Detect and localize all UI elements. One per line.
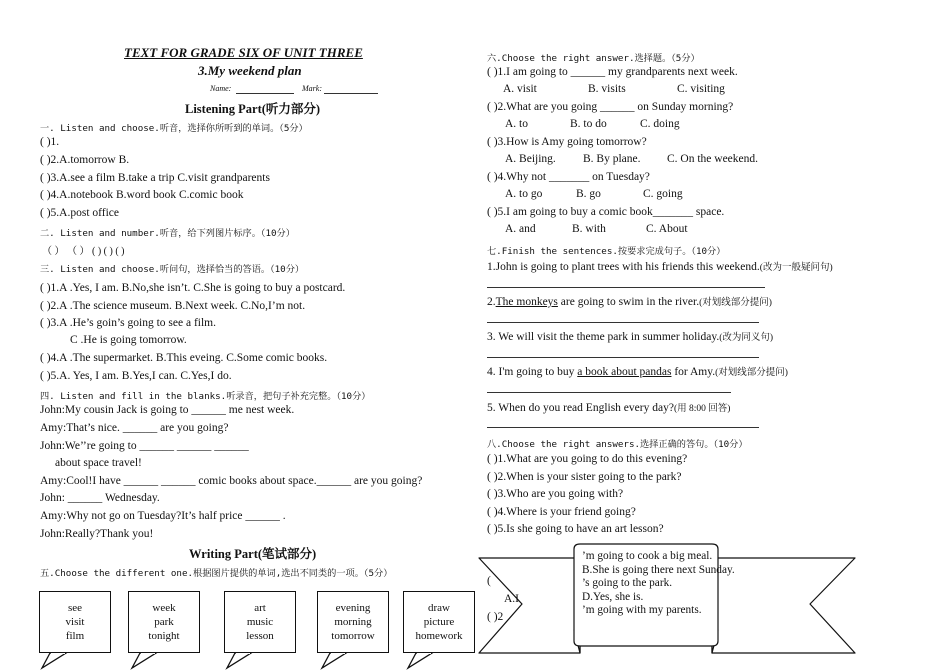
bubble-5-word-3: homework — [415, 630, 463, 642]
s7-s1-text: 1.John is going to plant trees with his friends this weekend. — [487, 261, 760, 273]
s4-line-1: John:My cousin Jack is going to ______ me nest week. — [40, 404, 295, 416]
s7-s2-hint: (对划线部分提问) — [699, 298, 772, 308]
section-1-instruction: 一. Listen and choose.听音，选择你所听到的单词。（5分） — [40, 123, 308, 134]
s6-q4-opt-c: C. going — [643, 188, 683, 200]
s6-q3-opt-b: B. By plane. — [583, 153, 641, 165]
banner-answer-4: D.Yes, she is. — [582, 590, 644, 603]
bubble-3-word-3: lesson — [246, 630, 274, 642]
s7-s5-text: 5. When do you read English every day? — [487, 402, 674, 414]
s1-item-2: ( )2.A.tomorrow B. — [40, 154, 130, 166]
s6-q4-opt-a: A. to go — [505, 188, 543, 200]
s8-q4: ( )4.Where is your friend going? — [487, 506, 636, 518]
s6-q2-opt-b: B. to do — [570, 118, 607, 130]
listening-heading: Listening Part(听力部分) — [185, 102, 321, 116]
s6-q5-opt-c: C. About — [646, 223, 688, 235]
s3-item-4: ( )4.A .The supermarket. B.This eveing. C.Some comic books. — [40, 352, 328, 364]
s8-peek-item: ( )2 — [487, 611, 504, 623]
s8-peek-paren: ( — [487, 575, 491, 587]
s7-s5-hint: (用 8:00 回答) — [673, 404, 731, 414]
bubble-5-word-2: picture — [423, 616, 455, 628]
s4-line-5: Amy:Cool!I have ______ ______ comic books about space.______ are you going? — [40, 475, 423, 487]
s1-item-5: ( )5.A.post office — [40, 207, 119, 219]
bubble-4-word-3: tomorrow — [331, 630, 375, 642]
s7-s4-underlined: a book about pandas — [577, 366, 672, 378]
s3-item-3-c: C .He is going tomorrow. — [70, 334, 187, 346]
s7-s4-post: for Amy. — [671, 366, 716, 378]
s2-blanks: （ ） （ ） ( ) ( ) ( ) — [42, 246, 125, 257]
banner-left-tail — [479, 558, 580, 653]
banner-answer-3: ’s going to the park. — [582, 577, 673, 590]
bubble-1-word-2: visit — [65, 616, 85, 628]
bubble-1-word-1: see — [67, 602, 83, 614]
s6-q3-opt-c: C. On the weekend. — [667, 153, 759, 165]
s6-q5: ( )5.I am going to buy a comic book_______ space. — [487, 206, 725, 218]
s4-line-2: Amy:That’s nice. ______ are you going? — [40, 422, 229, 434]
section-4-instruction: 四. Listen and fill in the blanks.听录音，把句子补充完整。（10分） — [40, 391, 371, 402]
s6-q4-opt-b: B. go — [576, 188, 601, 200]
s6-q2: ( )2.What are you going ______ on Sunday morning? — [487, 101, 734, 113]
bubble-3-word-1: art — [254, 602, 266, 614]
s7-s2-pre: 2. — [487, 296, 496, 308]
section-7-instruction: 七.Finish the sentences.按要求完成句子。（10分） — [487, 246, 726, 257]
s4-line-8: John:Really?Thank you! — [40, 528, 154, 540]
banner-answer-2: B.She is going there next Sunday. — [582, 563, 735, 576]
page-title: TEXT FOR GRADE SIX OF UNIT THREE — [124, 45, 363, 60]
s1-item-4: ( )4.A.notebook B.word book C.comic book — [40, 189, 244, 201]
s3-item-1: ( )1.A .Yes, I am. B.No,she isn’t. C.She is going to buy a postcard. — [40, 282, 346, 294]
writing-heading: Writing Part(笔试部分) — [189, 547, 317, 561]
section-2-instruction: 二. Listen and number.听音，给下列图片标序。（10分） — [40, 228, 295, 239]
s8-q2: ( )2.When is your sister going to the park? — [487, 471, 682, 483]
s6-q1-opt-a: A. visit — [503, 83, 537, 95]
s4-line-4: about space travel! — [55, 457, 142, 469]
section-3-instruction: 三. Listen and choose.听问句，选择恰当的答语。（10分） — [40, 264, 305, 275]
bubble-5-word-1: draw — [428, 602, 450, 614]
s7-s4-hint: (对划线部分提问) — [715, 368, 788, 378]
s7-s3-text: 3. We will visit the theme park in summer holiday. — [487, 331, 720, 343]
s8-q5: ( )5.Is she going to have an art lesson? — [487, 523, 664, 535]
s6-q4: ( )4.Why not _______ on Tuesday? — [487, 171, 650, 183]
bubble-3-word-2: music — [246, 616, 274, 628]
s3-item-2: ( )2.A .The science museum. B.Next week. C.No,I’m not. — [40, 300, 306, 312]
s6-q5-opt-a: A. and — [505, 223, 536, 235]
s6-q1: ( )1.I am going to ______ my grandparents next week. — [487, 66, 738, 78]
bubble-1-word-3: film — [65, 630, 85, 642]
section-6-instruction: 六.Choose the right answer.选择题。（5分） — [487, 53, 700, 64]
bubble-4-word-1: evening — [335, 602, 371, 614]
bubble-2-word-3: tonight — [148, 630, 180, 642]
s1-item-3: ( )3.A.see a film B.take a trip C.visit grandparents — [40, 172, 270, 184]
section-5-instruction: 五.Choose the different one.根据图片提供的单词,选出不同类的一项。（5分） — [40, 568, 393, 579]
bubble-4-word-2: morning — [334, 616, 372, 628]
banner-answer-list — [582, 550, 735, 618]
s7-s2-underlined: The monkeys — [495, 296, 558, 308]
s7-s2-text: are going to swim in the river. — [557, 296, 700, 308]
s3-item-5: ( )5.A. Yes, I am. B.Yes,I can. C.Yes,I do. — [40, 370, 232, 382]
bubble-2-word-1: week — [152, 602, 176, 614]
banner-answer-1: ’m going to cook a big meal. — [582, 550, 713, 562]
s7-s1-hint: (改为一般疑问句) — [759, 263, 833, 273]
s6-q2-opt-a: A. to — [505, 118, 528, 130]
s4-line-3: John:We’’re going to ______ ______ ______ — [40, 440, 249, 452]
s6-q2-opt-c: C. doing — [640, 118, 680, 130]
s6-q5-opt-b: B. with — [572, 223, 606, 235]
page-subtitle: 3.My weekend plan — [198, 63, 302, 78]
s6-q1-opt-b: B. visits — [588, 83, 626, 95]
s7-s3-hint: (改为同义句) — [719, 333, 774, 343]
s6-q1-opt-c: C. visiting — [677, 83, 725, 95]
name-label: Name: — [210, 84, 232, 93]
s1-item-1: ( )1. — [40, 136, 60, 148]
s8-peek-option: A.I — [504, 593, 520, 605]
section-8-instruction: 八.Choose the right answers.选择正确的答句。（10分） — [487, 439, 748, 450]
s7-s4-pre: 4. I'm going to buy — [487, 366, 578, 378]
mark-label: Mark: — [302, 84, 322, 93]
s8-q3: ( )3.Who are you going with? — [487, 488, 624, 500]
banner-answer-5: ’m going with my parents. — [582, 604, 702, 617]
bubble-2-word-2: park — [154, 616, 174, 628]
s4-line-6: John: ______ Wednesday. — [40, 492, 160, 504]
s8-q1: ( )1.What are you going to do this evening? — [487, 453, 688, 465]
s4-line-7: Amy:Why not go on Tuesday?It’s half price ______ . — [40, 510, 286, 522]
s6-q3-opt-a: A. Beijing. — [505, 153, 556, 165]
s3-item-3: ( )3.A .He’s goin’s going to see a film. — [40, 317, 216, 329]
s6-q3: ( )3.How is Amy going tomorrow? — [487, 136, 647, 148]
